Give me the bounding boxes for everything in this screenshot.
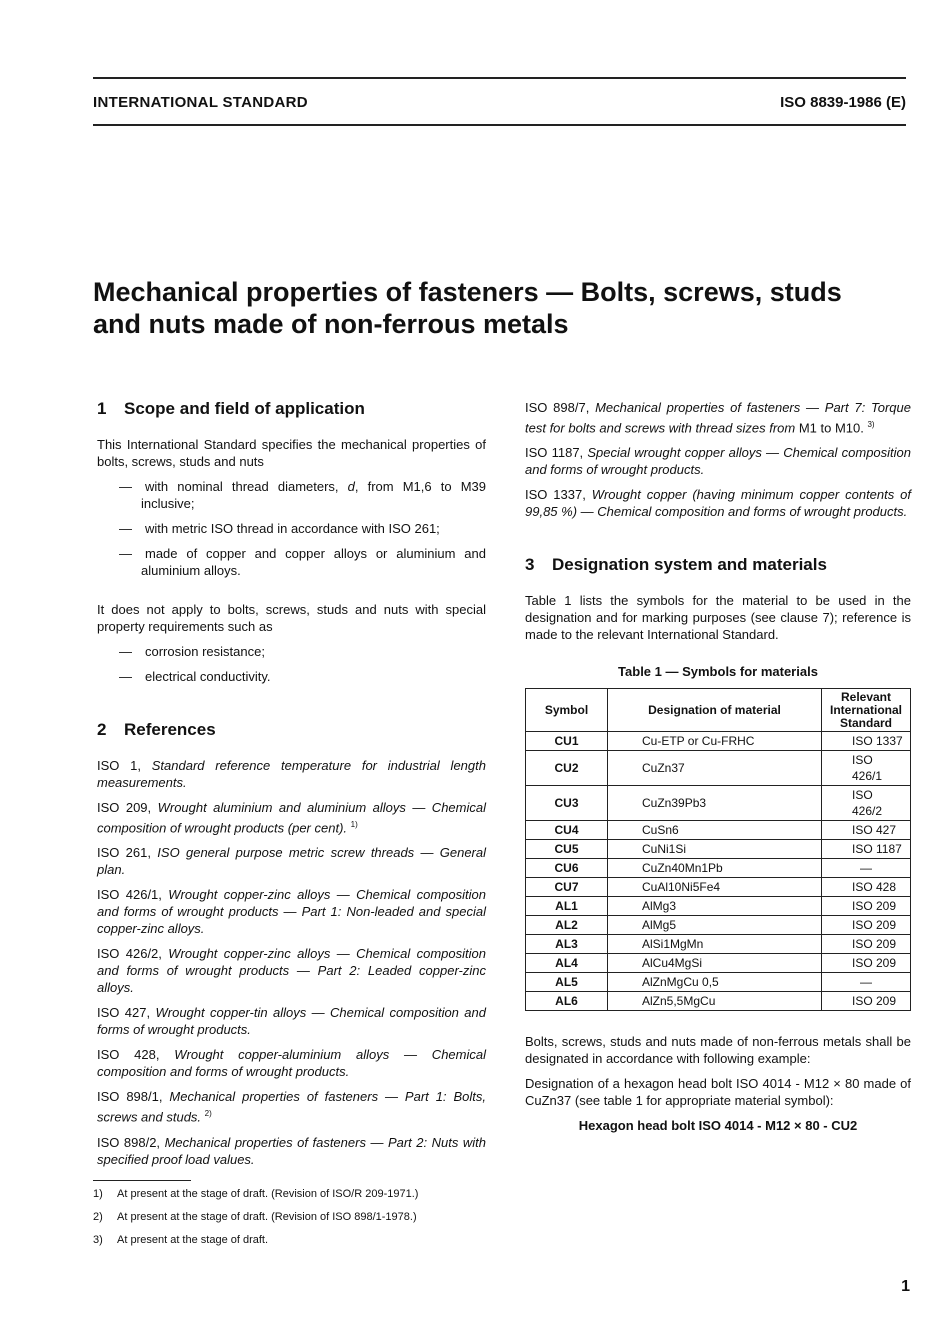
exclusion-item: — corrosion resistance; [119, 644, 265, 659]
reference-code: ISO 898/2, [97, 1134, 161, 1150]
section-2-heading: 2 References [97, 720, 216, 739]
reference-code: ISO 426/1, [97, 887, 162, 903]
cell-material: AlMg5 [608, 916, 822, 935]
cell-standard: ISO 209 [822, 954, 911, 973]
table-row [526, 859, 911, 878]
scope-item: — made of copper and copper alloys or aluminium and aluminium alloys. [119, 546, 486, 578]
table-row [526, 821, 911, 840]
cell-symbol: CU2 [526, 751, 608, 786]
reference-entry [97, 1046, 486, 1080]
cell-material: AlSi1MgMn [608, 935, 822, 954]
reference-entry [97, 1134, 486, 1168]
reference-title: Wrought copper (having minimum copper contents of 99,85 %) — Chemical composition and forms of wrought products. [525, 487, 911, 520]
table-row [526, 916, 911, 935]
table-row [526, 751, 911, 786]
table-row [526, 935, 911, 954]
footnote-ref: 2) [204, 1109, 212, 1119]
top-rule [93, 77, 906, 79]
cell-material: CuSn6 [608, 821, 822, 840]
cell-symbol: AL5 [526, 973, 608, 992]
cell-symbol: AL3 [526, 935, 608, 954]
table-row [526, 878, 911, 897]
reference-title: Wrought copper-zinc alloys — Chemical composition and forms of wrought products — Part 1: Non-leaded and special copper-zinc alloys. [97, 887, 486, 937]
reference-entry [525, 444, 911, 478]
cell-material: CuZn37 [608, 751, 822, 786]
footnote-number: 2) [93, 1211, 103, 1223]
cell-standard: ISO 426/1 [822, 751, 911, 786]
table-row [526, 840, 911, 859]
cell-standard: ISO 426/2 [822, 786, 911, 821]
reference-title: Mechanical properties of fasteners — Part 7: Torque test for bolts and screws with thread sizes from [525, 400, 911, 436]
scope-exclusion: It does not apply to bolts, screws, studs and nuts with special property requirements such as [97, 602, 486, 634]
reference-title: Wrought aluminium and aluminium alloys — Chemical composition of wrought products (per cent). [97, 800, 486, 836]
cell-standard: ISO 1187 [822, 840, 911, 859]
header-designation: Designation of material [608, 689, 822, 732]
reference-code: ISO 898/7, [525, 400, 590, 415]
cell-standard: ISO 427 [822, 821, 911, 840]
reference-entry [525, 486, 911, 520]
cell-symbol: AL6 [526, 992, 608, 1011]
reference-entry [97, 945, 486, 996]
reference-title: Standard reference temperature for industrial length measurements. [97, 758, 486, 790]
header-rule [93, 124, 906, 126]
cell-standard: ISO 209 [822, 935, 911, 954]
designation-example: Hexagon head bolt ISO 4014 - M12 × 80 - CU2 [578, 1118, 858, 1134]
table-row [526, 897, 911, 916]
after-table-text: Bolts, screws, studs and nuts made of non-ferrous metals shall be designated in accordance with following example: [525, 1034, 911, 1067]
reference-code: ISO 1187, [525, 445, 584, 461]
reference-title: Wrought copper-zinc alloys — Chemical composition and forms of wrought products — Part 2: Leaded copper-zinc alloys. [97, 946, 486, 996]
section-1-heading: 1 Scope and field of application [97, 399, 365, 418]
cell-symbol: CU7 [526, 878, 608, 897]
cell-material: AlMg3 [608, 897, 822, 916]
cell-standard: ISO 209 [822, 916, 911, 935]
reference-entry [97, 1088, 486, 1125]
reference-entry [97, 1004, 486, 1038]
cell-material: AlZn5,5MgCu [608, 992, 822, 1011]
dash-marker: — [119, 644, 132, 659]
scope-list [97, 478, 486, 579]
cell-material: CuAl10Ni5Fe4 [608, 878, 822, 897]
reference-code: ISO 898/1, [97, 1089, 163, 1105]
footnote-ref: 1) [350, 820, 358, 829]
footnote [93, 1233, 418, 1247]
reference-title: Wrought copper-aluminium alloys — Chemical composition and forms of wrought products. [97, 1047, 486, 1080]
exclusion-list [97, 643, 486, 685]
cell-symbol: AL2 [526, 916, 608, 935]
cell-symbol: CU5 [526, 840, 608, 859]
section-3-heading: 3 Designation system and materials [525, 555, 827, 575]
cell-symbol: AL4 [526, 954, 608, 973]
cell-standard: ISO 428 [822, 878, 911, 897]
dash-marker: — [119, 521, 132, 536]
left-column [97, 398, 486, 1176]
exclusion-item: — electrical conductivity. [119, 669, 271, 684]
scope-intro: This International Standard specifies the mechanical properties of bolts, screws, studs and nuts [97, 437, 486, 469]
reference-code: ISO 1, [97, 758, 141, 773]
cell-standard: — [822, 973, 911, 992]
reference-title: Mechanical properties of fasteners — Part 2: Nuts with specified proof load values. [97, 1134, 486, 1167]
footnote [93, 1187, 418, 1201]
right-column [525, 399, 911, 1134]
reference-code: ISO 209, [97, 800, 152, 815]
cell-standard: ISO 209 [822, 897, 911, 916]
table-row [526, 992, 911, 1011]
reference-entry: ISO 898/7, Mechanical properties of fasteners — Part 7: Torque test for bolts and screws with thread sizes from M1 to M10. $^{3)}$ [525, 400, 911, 436]
reference-title: Mechanical properties of fasteners — Part 1: Bolts, screws and studs. [97, 1089, 486, 1125]
table-row [526, 786, 911, 821]
footnote-text: At present at the stage of draft. (Revision of ISO/R 209-1971.) [117, 1188, 419, 1200]
cell-symbol: CU6 [526, 859, 608, 878]
title-line-1: Mechanical properties of fasteners — Bolts, screws, studs [93, 277, 842, 307]
document-type: INTERNATIONAL STANDARD [93, 94, 308, 111]
document-title [93, 276, 923, 340]
reference-code: ISO 428, [97, 1047, 160, 1063]
cell-material: AlCu4MgSi [608, 954, 822, 973]
reference-title: ISO general purpose metric screw threads — General plan. [97, 845, 487, 878]
reference-code: ISO 1337, [525, 487, 586, 503]
scope-item: — with metric ISO thread in accordance with ISO 261; [119, 521, 440, 536]
table-header-row [526, 689, 911, 732]
designation-intro: Table 1 lists the symbols for the material to be used in the designation and for marking purposes (see clause 7); reference is made to the relevant International Standard. [525, 593, 911, 643]
reference-entry [97, 799, 486, 836]
cell-standard: ISO 209 [822, 992, 911, 1011]
reference-code: ISO 426/2, [97, 946, 162, 962]
cell-symbol: CU4 [526, 821, 608, 840]
references-list [97, 757, 486, 1168]
reference-entry [97, 844, 486, 878]
footnote-text: At present at the stage of draft. [117, 1234, 269, 1246]
scope-item: — with nominal thread diameters, d, from M1,6 to M39 inclusive; [119, 479, 486, 511]
header-symbol: Symbol [526, 689, 608, 732]
page-number: 1 [901, 1278, 910, 1295]
table-row [526, 973, 911, 992]
reference-code: ISO 261, [97, 845, 151, 861]
cell-symbol: CU3 [526, 786, 608, 821]
materials-table [525, 688, 911, 1011]
reference-code: ISO 427, [97, 1005, 151, 1021]
footnote-number: 1) [93, 1188, 103, 1200]
cell-standard: — [822, 859, 911, 878]
footnote [93, 1210, 418, 1224]
footnotes [93, 1187, 418, 1256]
references-continued [525, 399, 911, 520]
reference-entry [97, 886, 486, 937]
dash-marker: — [119, 479, 132, 494]
header-standard: Relevant International Standard [822, 689, 911, 732]
footnote-text: At present at the stage of draft. (Revision of ISO 898/1-1978.) [117, 1211, 417, 1223]
cell-material: CuNi1Si [608, 840, 822, 859]
cell-material: CuZn40Mn1Pb [608, 859, 822, 878]
cell-symbol: CU1 [526, 732, 608, 751]
footnote-number: 3) [93, 1234, 103, 1246]
table-row [526, 732, 911, 751]
footnote-ref: 3) [867, 420, 875, 429]
reference-title: Wrought copper-tin alloys — Chemical composition and forms of wrought products. [97, 1005, 486, 1038]
reference-entry [97, 757, 486, 791]
cell-standard: ISO 1337 [822, 732, 911, 751]
cell-symbol: AL1 [526, 897, 608, 916]
dash-marker: — [119, 669, 132, 684]
cell-material: AlZnMgCu 0,5 [608, 973, 822, 992]
standard-number: ISO 8839-1986 (E) [780, 94, 906, 111]
footnote-rule [93, 1180, 191, 1181]
reference-title: Special wrought copper alloys — Chemical composition and forms of wrought products. [525, 445, 911, 478]
table-row [526, 954, 911, 973]
designation-text: Designation of a hexagon head bolt ISO 4014 - M12 × 80 made of CuZn37 (see table 1 for appropriate material symbol): [525, 1076, 911, 1109]
dash-marker: — [119, 546, 132, 561]
title-line-2: and nuts made of non-ferrous metals [93, 309, 569, 339]
cell-material: Cu-ETP or Cu-FRHC [608, 732, 822, 751]
cell-material: CuZn39Pb3 [608, 786, 822, 821]
table-title: Table 1 — Symbols for materials [618, 664, 818, 680]
